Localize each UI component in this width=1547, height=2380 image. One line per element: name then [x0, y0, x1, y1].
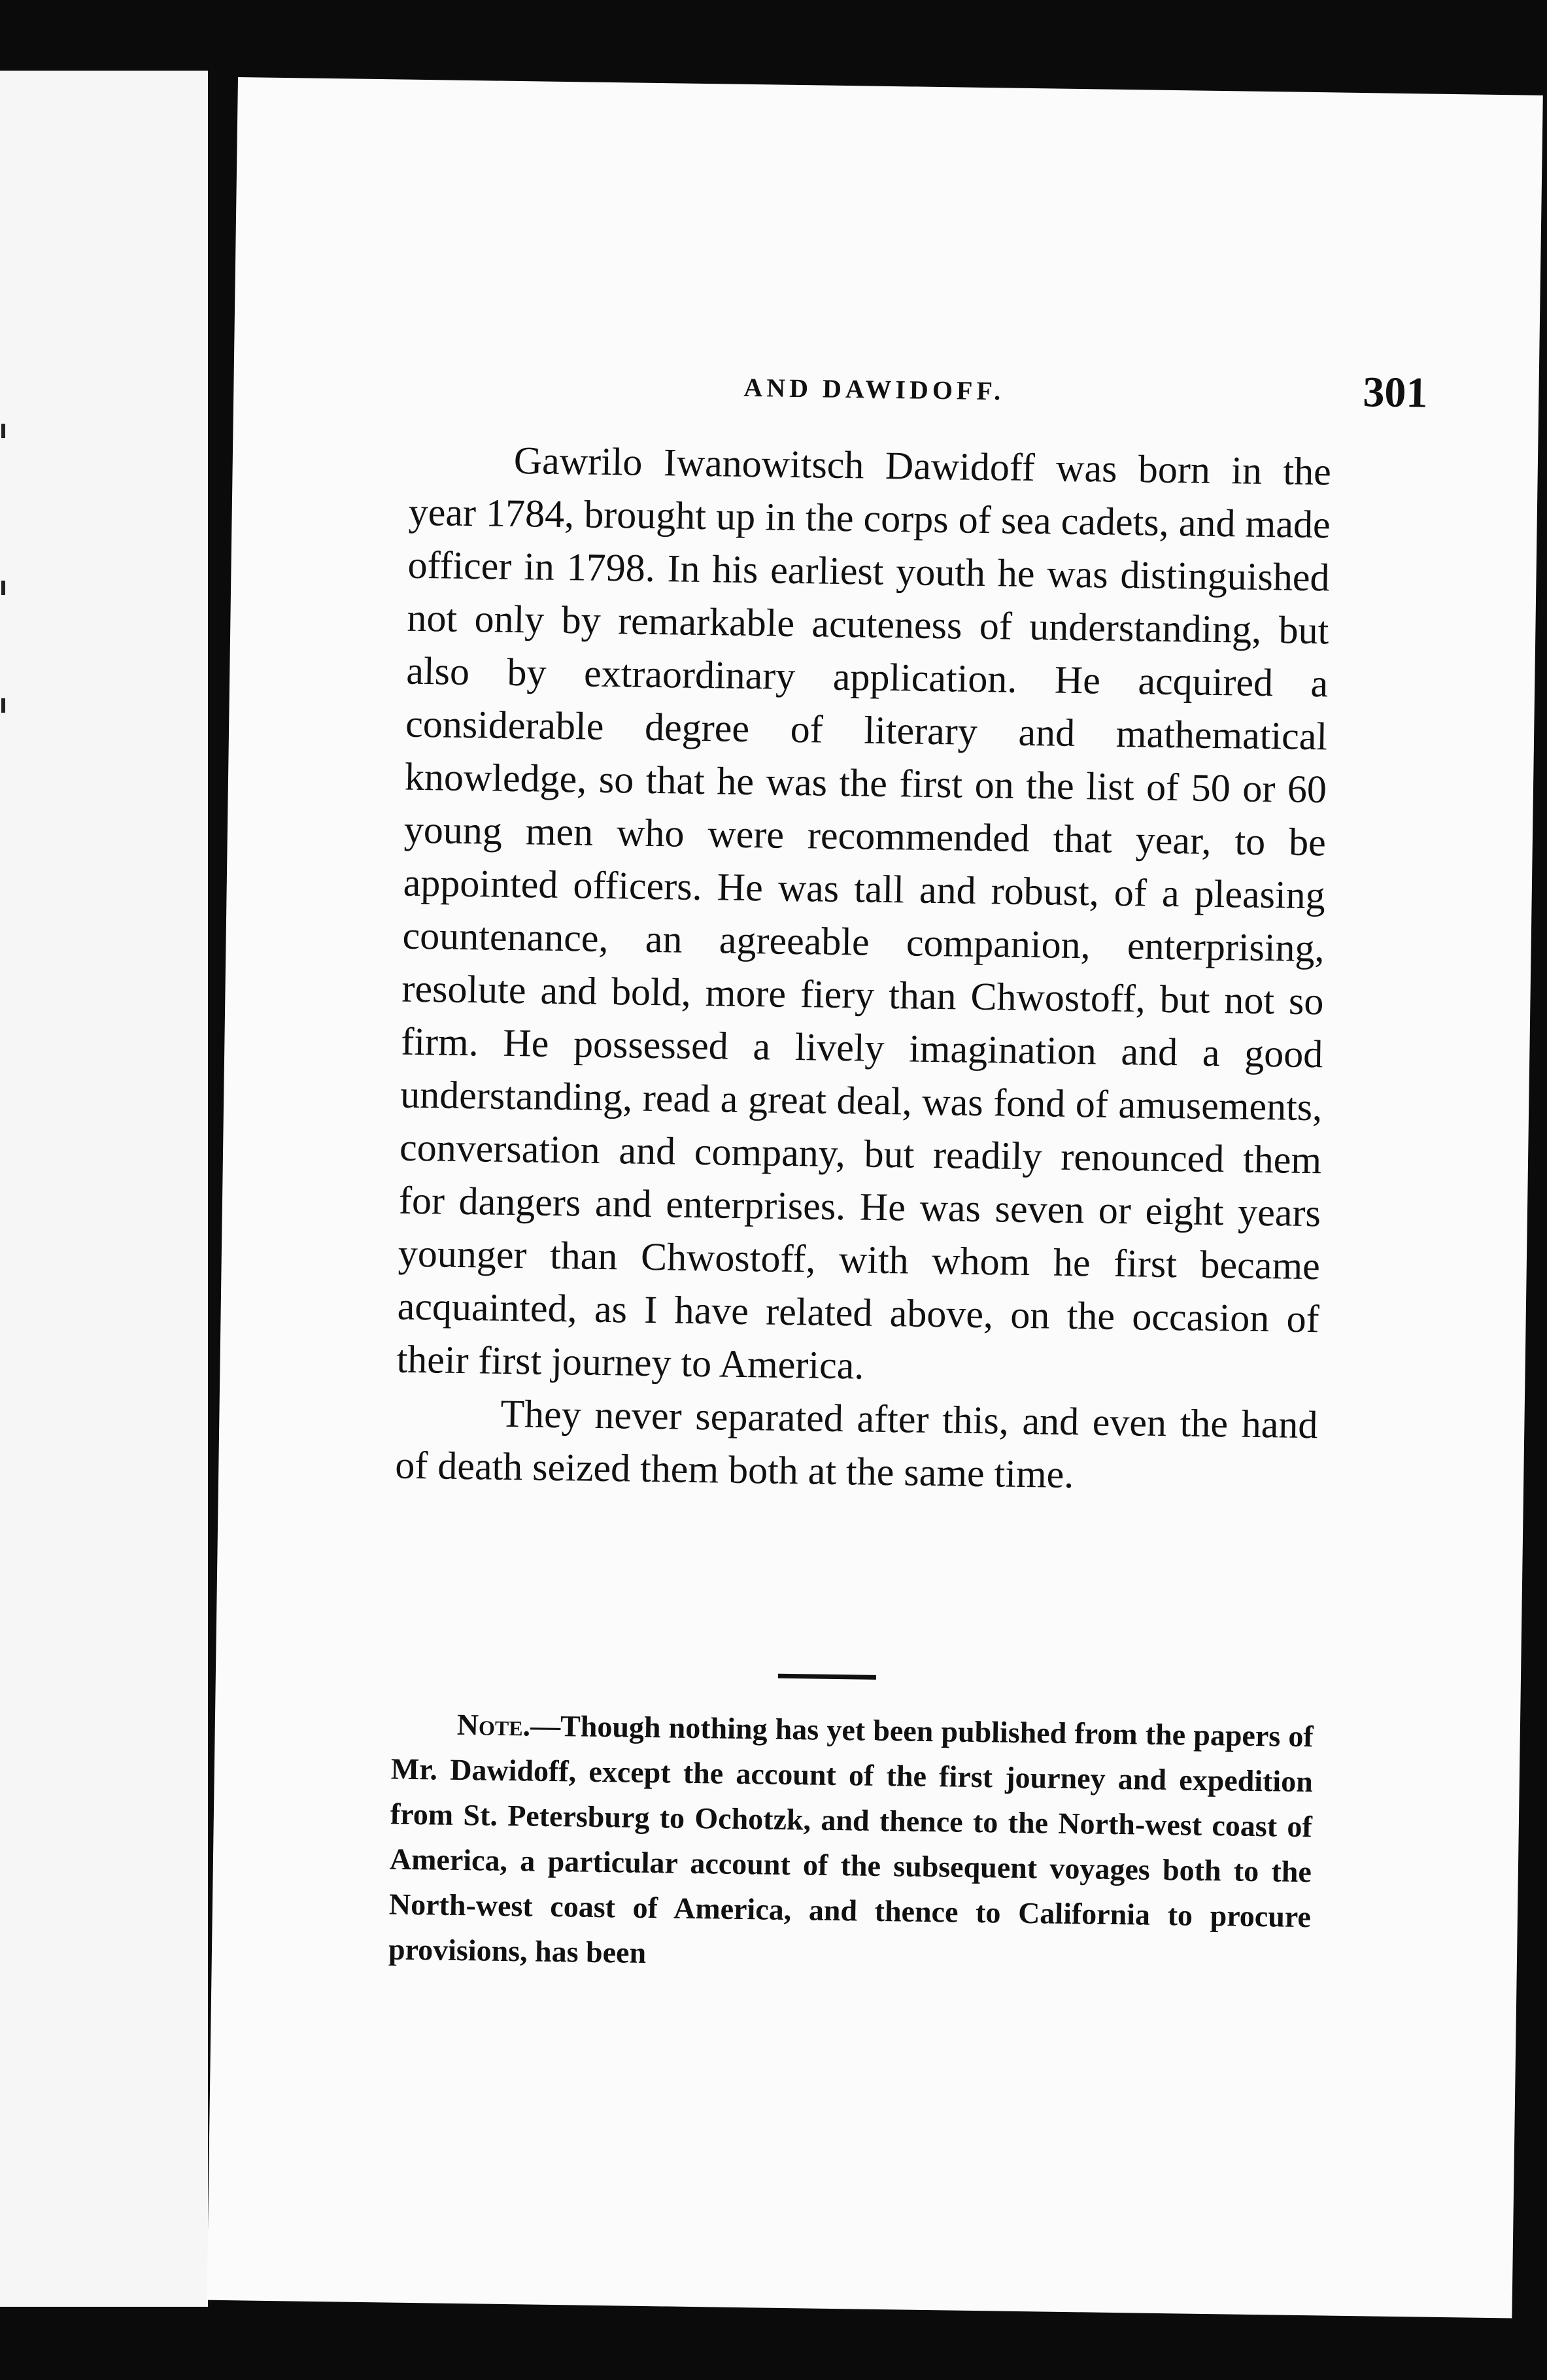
paragraph: They never separated after this, and even the hand of death seized them both at the same time.	[394, 1391, 1318, 1497]
footnote-label: Note.	[456, 1707, 531, 1742]
margin-mark	[1, 698, 5, 713]
main-text	[395, 433, 1331, 1505]
margin-mark	[1, 581, 5, 595]
page-number: 301	[1362, 368, 1428, 417]
footnote-rule	[778, 1674, 876, 1680]
book-page	[207, 77, 1543, 2319]
running-title: AND DAWIDOFF.	[743, 372, 1005, 406]
paragraph: Gawrilo Iwanowitsch Dawidoff was born in the year 1784, brought up in the corps of sea cadets, and made officer in 1798. In his earliest youth he was distinguished not only by remarkable acuteness of understanding, but also by extraordinary application. He acquired a considerable degree of literary and mathematical knowledge, so that he was the first on the list of 50 or 60 young men who were recommended that year, to be appointed officers. He was tall and robust, of a pleasing countenance, an agreeable companion, enterprising, resolute and bold, more fiery than Chwostoff, but not so firm. He possessed a lively imagination and a good understanding, read a great deal, was fond of amusements, conversation and company, but readily renounced them for dangers and enterprises. He was seven or eight years younger than Chwostoff, with whom he first became acquainted, as I have related above, on the occasion of their first journey to America.	[396, 438, 1332, 1387]
page-header	[233, 352, 1539, 435]
facing-page-margin-marks	[0, 71, 20, 2307]
footnote	[388, 1701, 1314, 1985]
margin-mark	[1, 424, 5, 438]
facing-page-edge	[0, 71, 208, 2307]
footnote-text: —Though nothing has yet been published from the papers of Mr. Dawidoff, except the account of the first journey and expedition from St. Petersburg to Ochotzk, and thence to the North-west coast of America, a particular account of the subsequent voyages both to the North-west coast of America, and thence to California to procure provisions, has been	[388, 1708, 1314, 1969]
